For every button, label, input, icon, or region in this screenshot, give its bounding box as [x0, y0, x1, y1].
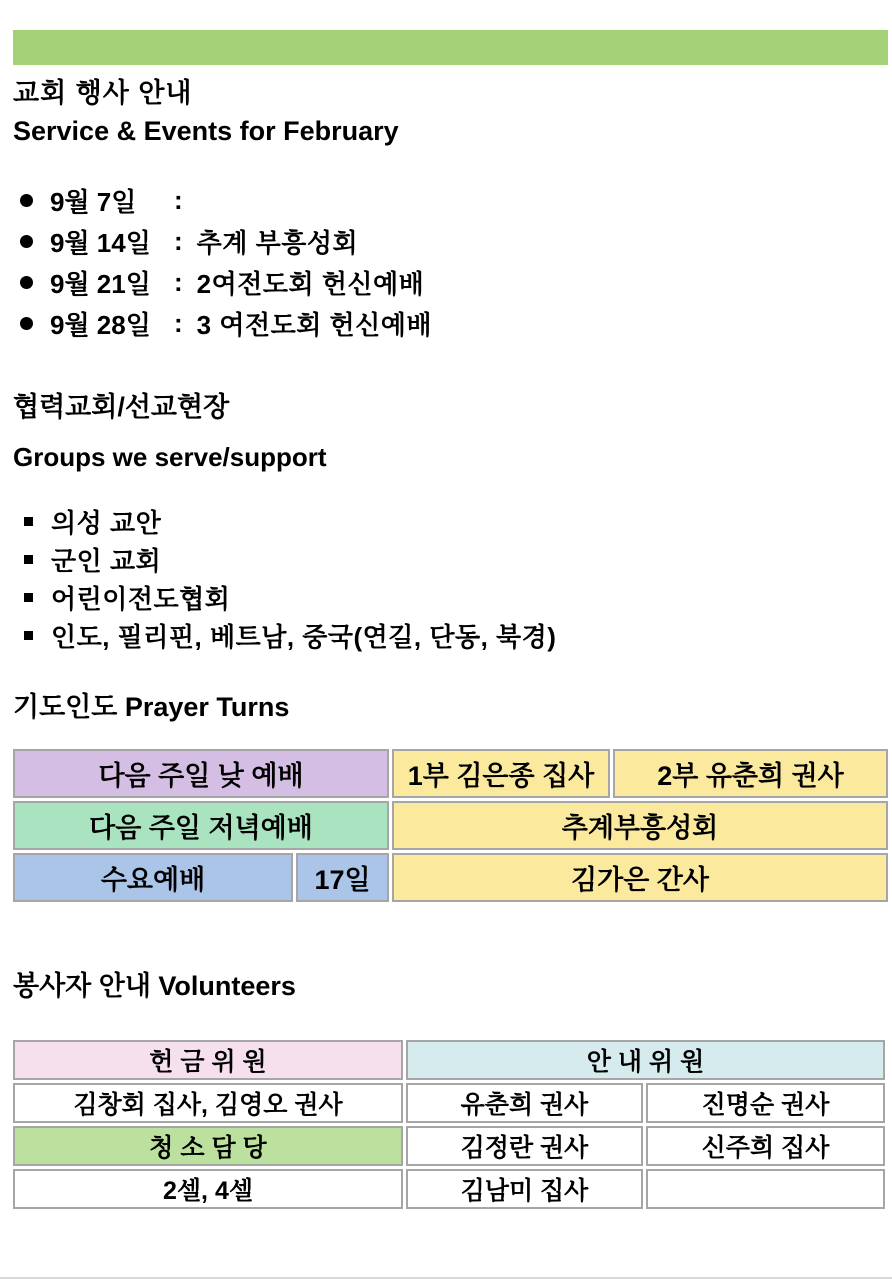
table-cell: 2부 유춘희 권사	[613, 749, 888, 798]
group-label: 군인 교회	[51, 545, 162, 576]
volunteers-table	[10, 1037, 888, 1212]
square-bullet-icon	[24, 631, 33, 640]
table-cell: 유춘희 권사	[406, 1083, 643, 1123]
section-title-volunteers: 봉사자 안내 Volunteers	[13, 971, 296, 1001]
event-description: 3 여전도회 헌신예배	[196, 310, 433, 340]
bullet-icon	[20, 235, 33, 248]
square-bullet-icon	[24, 593, 33, 602]
bullet-icon	[20, 276, 33, 289]
table-cell: 헌 금 위 원	[13, 1040, 403, 1080]
group-label: 의성 교안	[51, 507, 162, 538]
event-separator: :	[174, 267, 183, 297]
table-cell: 1부 김은종 집사	[392, 749, 610, 798]
table-cell: 2셀, 4셀	[13, 1169, 403, 1209]
table-cell: 추계부흥성회	[392, 801, 888, 850]
table-row	[13, 801, 888, 850]
events-list	[0, 180, 892, 344]
event-date: 9월 14일	[50, 228, 151, 258]
event-separator: :	[174, 308, 183, 338]
section-title-prayer-turns: 기도인도 Prayer Turns	[13, 692, 290, 722]
groups-title-english: Groups we serve/support	[13, 442, 327, 472]
table-cell: 김가은 간사	[392, 853, 888, 902]
table-cell: 진명순 권사	[646, 1083, 885, 1123]
list-item	[24, 616, 892, 654]
table-row	[13, 1126, 885, 1166]
table-cell: 신주희 집사	[646, 1126, 885, 1166]
table-cell: 청 소 담 당	[13, 1126, 403, 1166]
table-row	[13, 749, 888, 798]
event-description: 2여전도회 헌신예배	[196, 269, 425, 299]
bullet-icon	[20, 194, 33, 207]
table-cell: 김정란 권사	[406, 1126, 643, 1166]
event-separator: :	[174, 185, 183, 215]
list-item	[24, 578, 892, 616]
page-bottom-edge	[0, 1277, 892, 1279]
table-row	[13, 1040, 885, 1080]
table-cell: 김창회 집사, 김영오 권사	[13, 1083, 403, 1123]
list-item	[24, 502, 892, 540]
event-separator: :	[174, 226, 183, 256]
square-bullet-icon	[24, 517, 33, 526]
prayer-turns-table	[10, 746, 891, 905]
header-bar	[13, 30, 888, 65]
list-item	[20, 180, 892, 221]
groups-title-korean: 협력교회/선교현장	[13, 392, 230, 422]
table-cell: 17일	[296, 853, 389, 902]
list-item	[20, 303, 892, 344]
groups-list	[0, 502, 892, 654]
list-item	[24, 540, 892, 578]
table-cell: 안 내 위 원	[406, 1040, 885, 1080]
list-item	[20, 221, 892, 262]
page-title-english: Service & Events for February	[13, 116, 399, 146]
event-date: 9월 21일	[50, 269, 151, 299]
page-title-korean: 교회 행사 안내	[13, 78, 193, 108]
table-cell: 수요예배	[13, 853, 293, 902]
group-label: 어린이전도협회	[51, 583, 231, 614]
table-cell	[646, 1169, 885, 1209]
bullet-icon	[20, 317, 33, 330]
event-date: 9월 7일	[50, 187, 137, 217]
event-date: 9월 28일	[50, 310, 151, 340]
square-bullet-icon	[24, 555, 33, 564]
table-cell: 다음 주일 저녁예배	[13, 801, 389, 850]
table-row	[13, 1083, 885, 1123]
group-label: 인도, 필리핀, 베트남, 중국(연길, 단동, 북경)	[51, 621, 557, 652]
table-row	[13, 1169, 885, 1209]
table-cell: 다음 주일 낮 예배	[13, 749, 389, 798]
slide	[0, 30, 892, 1288]
table-row	[13, 853, 888, 902]
table-cell: 김남미 집사	[406, 1169, 643, 1209]
list-item	[20, 262, 892, 303]
event-description: 추계 부흥성회	[196, 228, 359, 258]
